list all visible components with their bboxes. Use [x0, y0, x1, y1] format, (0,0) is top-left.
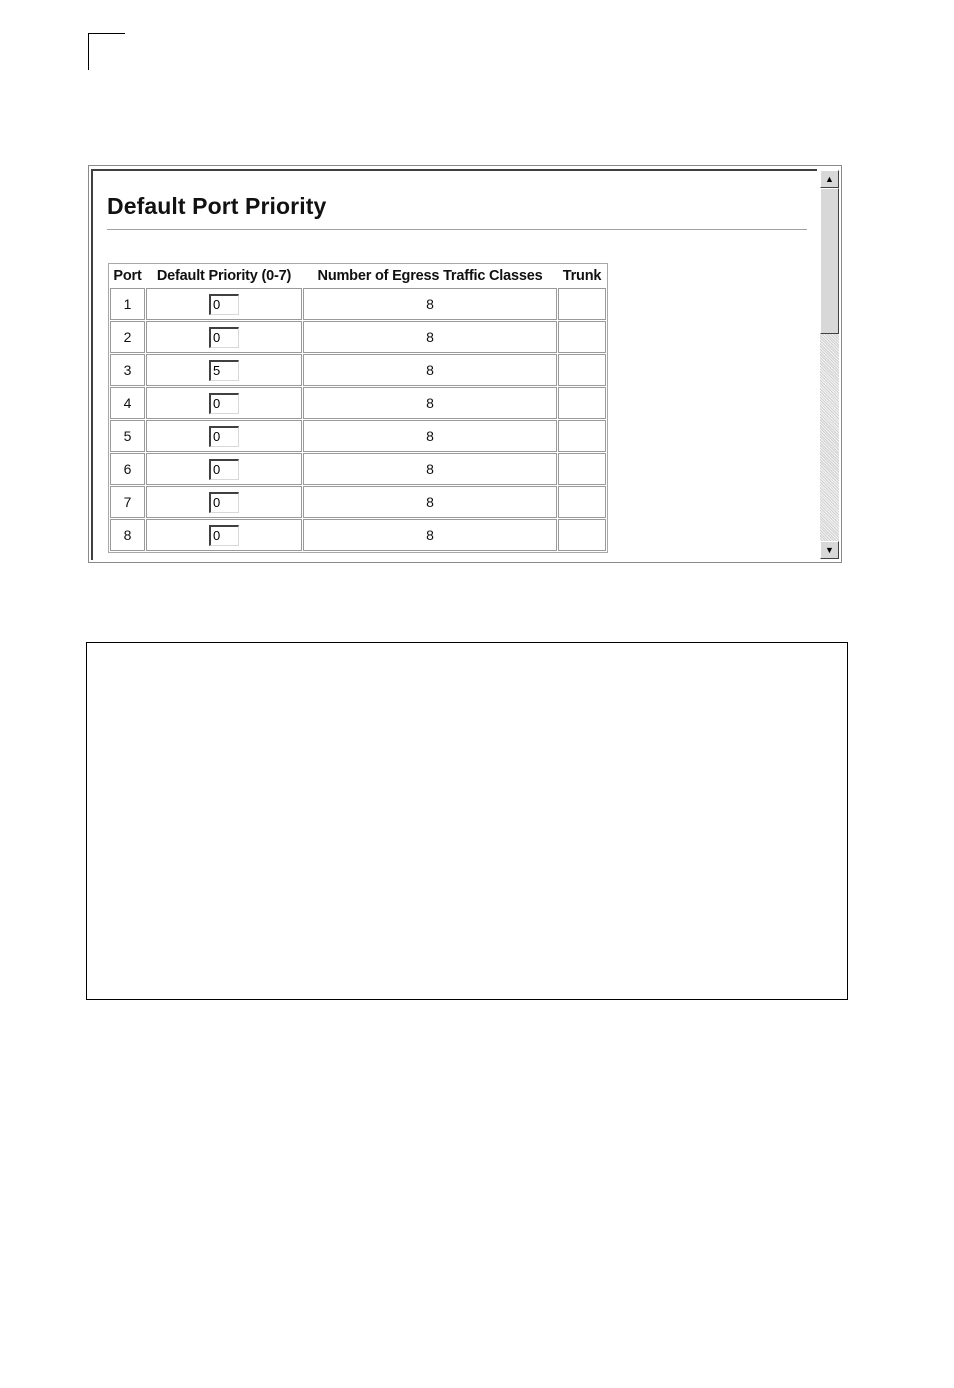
default-priority-input[interactable] — [209, 393, 239, 414]
table-row — [110, 486, 606, 518]
default-priority-input[interactable] — [209, 492, 239, 513]
default-priority-input[interactable] — [209, 294, 239, 315]
port-priority-table — [108, 263, 608, 553]
port-number: 5 — [110, 420, 145, 452]
scroll-down-button[interactable] — [820, 541, 839, 559]
table-row — [110, 288, 606, 320]
egress-classes: 8 — [303, 321, 557, 353]
column-header-egress-classes: Number of Egress Traffic Classes — [317, 268, 543, 284]
priority-cell — [146, 486, 302, 518]
table-row — [110, 420, 606, 452]
default-priority-input[interactable] — [209, 360, 239, 381]
trunk-cell — [558, 288, 606, 320]
egress-classes: 8 — [303, 519, 557, 551]
column-header-trunk: Trunk — [562, 268, 602, 284]
table-row — [110, 354, 606, 386]
arrow-up-icon: ▲ — [825, 174, 834, 184]
egress-classes: 8 — [303, 453, 557, 485]
page-corner-mark — [88, 33, 125, 70]
trunk-cell — [558, 420, 606, 452]
trunk-cell — [558, 486, 606, 518]
column-header-port: Port — [113, 268, 142, 284]
port-number: 1 — [110, 288, 145, 320]
priority-cell — [146, 387, 302, 419]
port-number: 2 — [110, 321, 145, 353]
trunk-cell — [558, 354, 606, 386]
priority-cell — [146, 453, 302, 485]
trunk-cell — [558, 453, 606, 485]
egress-classes: 8 — [303, 288, 557, 320]
egress-classes: 8 — [303, 354, 557, 386]
table-row — [110, 387, 606, 419]
title-divider — [107, 229, 807, 231]
egress-classes: 8 — [303, 420, 557, 452]
trunk-cell — [558, 519, 606, 551]
port-number: 7 — [110, 486, 145, 518]
priority-cell — [146, 321, 302, 353]
empty-content-frame — [86, 642, 848, 1000]
port-number: 8 — [110, 519, 145, 551]
scroll-thumb[interactable] — [820, 188, 839, 334]
table-row — [110, 321, 606, 353]
default-priority-input[interactable] — [209, 327, 239, 348]
port-number: 3 — [110, 354, 145, 386]
table-row — [110, 453, 606, 485]
column-header-default-priority: Default Priority (0-7) — [156, 268, 292, 284]
table-row — [110, 519, 606, 551]
egress-classes: 8 — [303, 387, 557, 419]
egress-classes: 8 — [303, 486, 557, 518]
trunk-cell — [558, 387, 606, 419]
arrow-down-icon: ▼ — [825, 545, 834, 555]
default-priority-input[interactable] — [209, 525, 239, 546]
trunk-cell — [558, 321, 606, 353]
page-content — [91, 169, 817, 560]
default-priority-input[interactable] — [209, 426, 239, 447]
vertical-scrollbar[interactable] — [820, 170, 839, 559]
priority-cell — [146, 354, 302, 386]
priority-cell — [146, 288, 302, 320]
port-number: 6 — [110, 453, 145, 485]
priority-cell — [146, 420, 302, 452]
priority-cell — [146, 519, 302, 551]
default-priority-input[interactable] — [209, 459, 239, 480]
scroll-up-button[interactable] — [820, 170, 839, 188]
browser-window — [88, 165, 842, 563]
table-header-row — [110, 265, 606, 287]
page-title: Default Port Priority — [107, 193, 327, 219]
port-number: 4 — [110, 387, 145, 419]
